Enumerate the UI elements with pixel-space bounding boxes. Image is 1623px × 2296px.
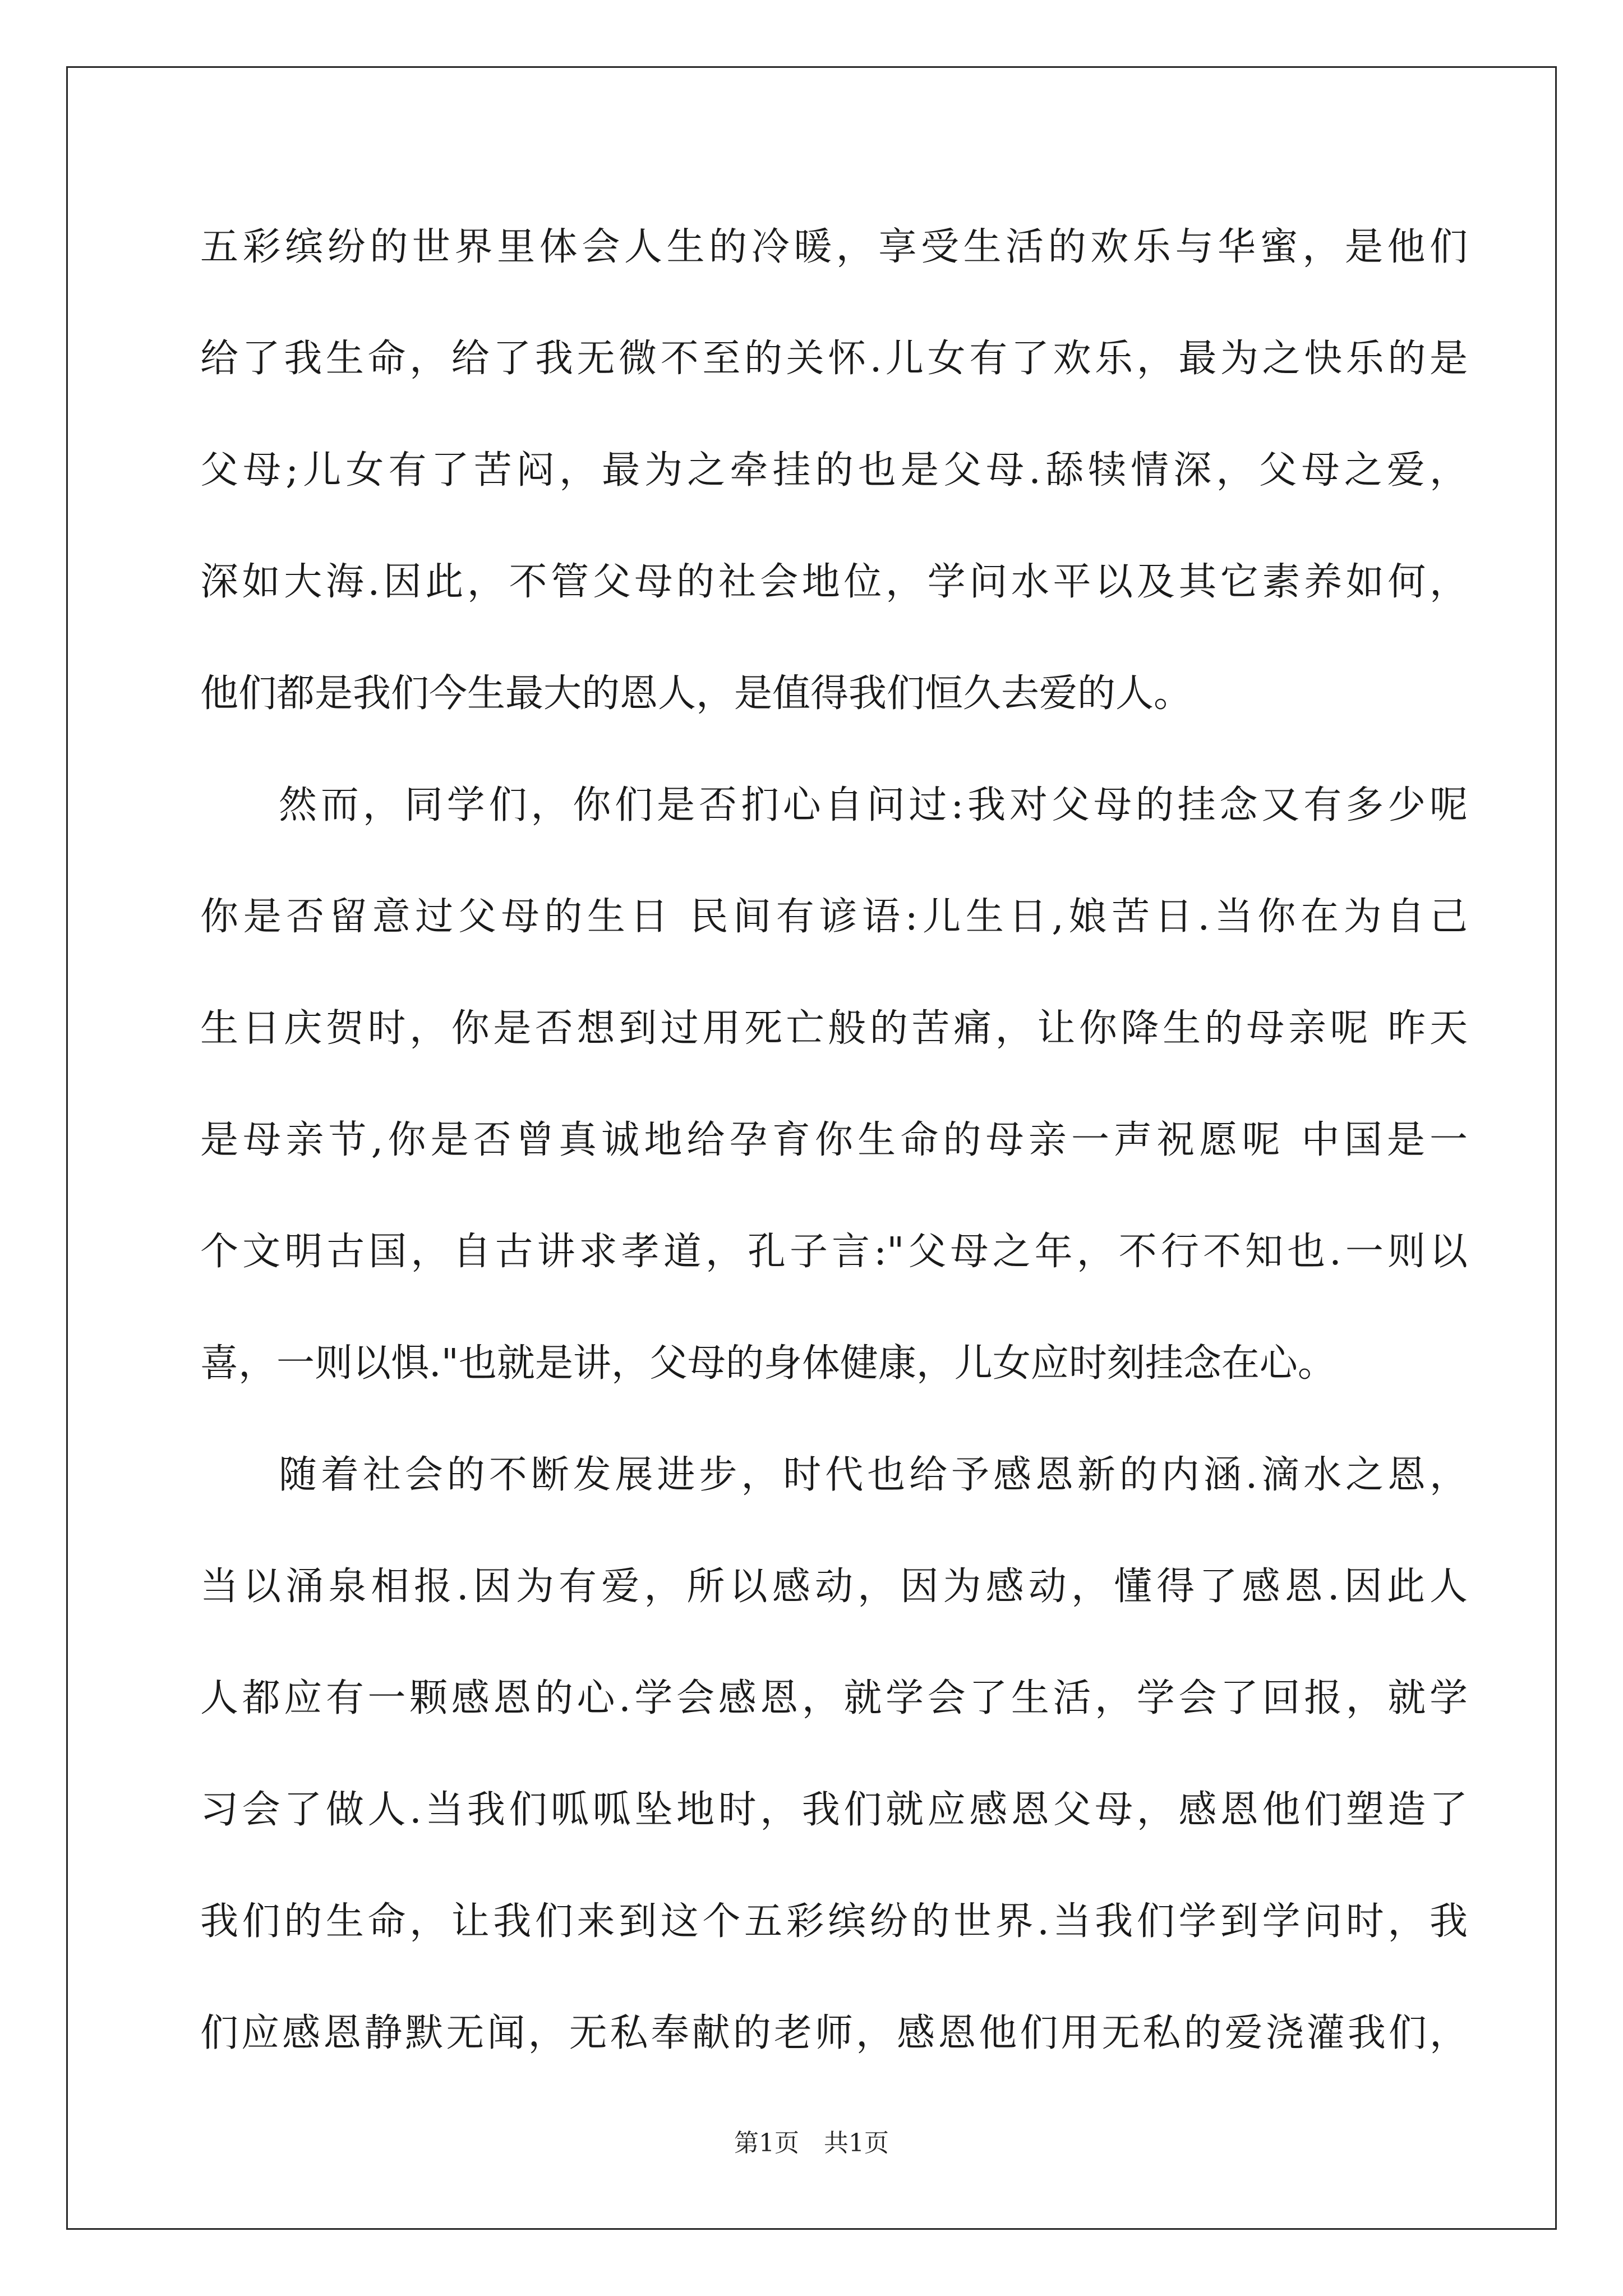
text-line: 然而，同学们，你们是否扪心自问过:我对父母的挂念又有多少呢 [279,783,1468,827]
text-line: 当以涌泉相报.因为有爱，所以感动，因为感动，懂得了感恩.因此人 [200,1565,1468,1609]
text-line: 个文明古国，自古讲求孝道，孔子言:"父母之年，不行不知也.一则以 [200,1230,1468,1274]
text-line: 人都应有一颗感恩的心.学会感恩，就学会了生活，学会了回报，就学 [200,1676,1468,1720]
text-line: 随着社会的不断发展进步，时代也给予感恩新的内涵.滴水之恩， [279,1453,1468,1497]
text-line: 父母;儿女有了苦闷，最为之牵挂的也是父母.舔犊情深，父母之爱， [200,448,1468,493]
text-line: 深如大海.因此，不管父母的社会地位，学问水平以及其它素养如何， [200,560,1468,604]
text-line: 五彩缤纷的世界里体会人生的冷暖，享受生活的欢乐与华蜜，是他们 [200,225,1468,269]
text-line: 习会了做人.当我们呱呱坠地时，我们就应感恩父母，感恩他们塑造了 [200,1788,1468,1832]
text-line: 我们的生命，让我们来到这个五彩缤纷的世界.当我们学到学问时，我 [200,1899,1468,1944]
text-line: 他们都是我们今生最大的恩人，是值得我们恒久去爱的人。 [200,671,1192,716]
page-number-footer: 第1页 共1页 [734,2129,889,2157]
text-line: 你是否留意过父母的生日 民间有谚语:儿生日,娘苦日.当你在为自己 [200,895,1468,939]
text-line: 生日庆贺时，你是否想到过用死亡般的苦痛，让你降生的母亲呢 昨天 [200,1006,1468,1051]
text-line: 们应感恩静默无闻，无私奉献的老师，感恩他们用无私的爱浇灌我们， [200,2011,1468,2055]
text-line: 给了我生命，给了我无微不至的关怀.儿女有了欢乐，最为之快乐的是 [200,337,1468,381]
text-line: 喜，一则以惧."也就是讲，父母的身体健康，儿女应时刻挂念在心。 [200,1341,1336,1386]
text-line: 是母亲节,你是否曾真诚地给孕育你生命的母亲一声祝愿呢 中国是一 [200,1118,1468,1162]
